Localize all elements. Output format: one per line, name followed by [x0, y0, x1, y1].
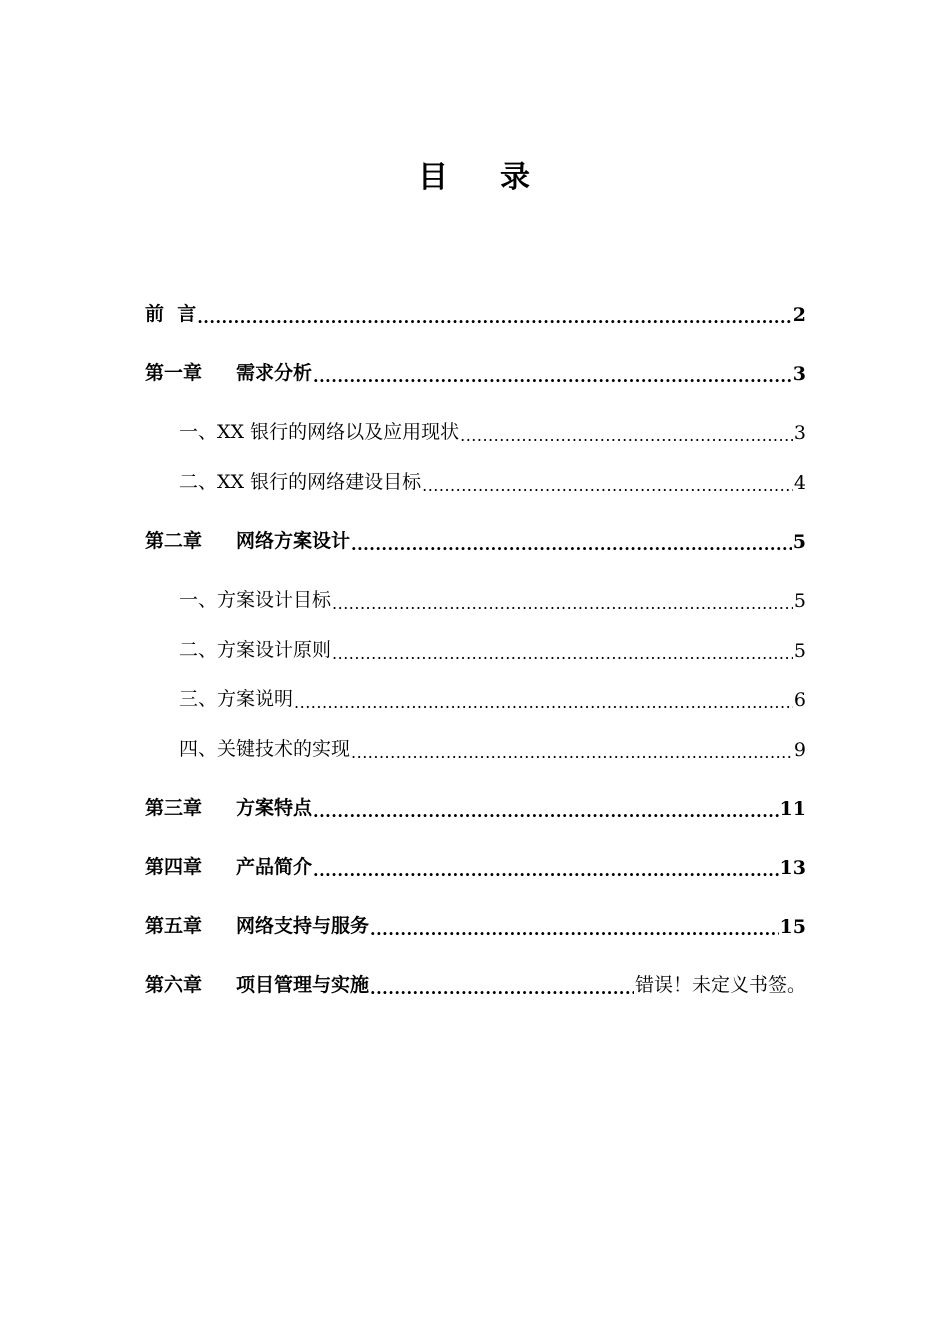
- toc-section-title: XX 银行的网络建设目标: [217, 471, 422, 493]
- toc-chapter-title: 产品简介: [236, 856, 313, 878]
- toc-page-number: 3: [793, 422, 806, 444]
- toc-list: [145, 0, 806, 1344]
- toc-section-title: 方案说明: [217, 688, 294, 710]
- toc-leader-dots: [351, 531, 792, 553]
- toc-section-number: 一、: [179, 421, 218, 443]
- toc-entry-label: 前 言: [145, 303, 197, 325]
- toc-chapter-number: 第五章: [145, 915, 203, 937]
- toc-entry-chapter-1[interactable]: [145, 355, 806, 385]
- toc-chapter-number: 第二章: [145, 530, 203, 552]
- toc-chapter-title: 网络支持与服务: [236, 915, 370, 937]
- toc-section-number: 一、: [179, 589, 218, 611]
- toc-page-number: 6: [793, 689, 806, 711]
- toc-entry-chapter-3[interactable]: [145, 790, 806, 820]
- toc-section-title: 关键技术的实现: [217, 738, 351, 760]
- toc-page-number: 11: [779, 798, 806, 820]
- toc-leader-dots: [370, 975, 634, 997]
- toc-leader-dots: [332, 590, 793, 612]
- toc-chapter-number: 第一章: [145, 362, 203, 384]
- toc-leader-dots: [460, 422, 793, 444]
- toc-leader-dots: [332, 640, 793, 662]
- toc-entry-chapter-6[interactable]: [145, 967, 806, 997]
- toc-chapter-number: 第三章: [145, 797, 203, 819]
- toc-page-number: 5: [793, 590, 806, 612]
- toc-section-title: 方案设计目标: [217, 589, 332, 611]
- toc-leader-dots: [294, 689, 793, 711]
- toc-entry-chapter-4[interactable]: [145, 849, 806, 879]
- toc-entry-chapter-2[interactable]: [145, 523, 806, 553]
- toc-entry-section-2-4[interactable]: [145, 731, 806, 761]
- toc-page-number: 2: [792, 304, 806, 326]
- toc-page-number: 5: [793, 640, 806, 662]
- toc-leader-dots: [351, 739, 793, 761]
- toc-chapter-title: 项目管理与实施: [236, 974, 370, 996]
- toc-leader-dots: [422, 472, 793, 494]
- toc-chapter-number: 第六章: [145, 974, 203, 996]
- toc-leader-dots: [313, 798, 779, 820]
- toc-entry-chapter-5[interactable]: [145, 908, 806, 938]
- toc-leader-dots: [370, 916, 779, 938]
- toc-page-number: 15: [779, 916, 806, 938]
- toc-leader-dots: [313, 363, 792, 385]
- toc-title-char-2: 录: [500, 160, 532, 195]
- toc-chapter-number: 第四章: [145, 856, 203, 878]
- toc-page-number: 13: [779, 857, 806, 879]
- toc-page-number: 9: [793, 739, 806, 761]
- toc-section-number: 三、: [179, 688, 218, 710]
- toc-entry-section-1-2[interactable]: [145, 464, 806, 494]
- toc-entry-section-2-3[interactable]: [145, 681, 806, 711]
- toc-chapter-title: 网络方案设计: [236, 530, 351, 552]
- toc-entry-section-1-1[interactable]: [145, 414, 806, 444]
- toc-section-title: 方案设计原则: [217, 639, 332, 661]
- toc-page-number: 3: [792, 363, 806, 385]
- toc-leader-dots: [313, 857, 779, 879]
- toc-leader-dots: [197, 304, 792, 326]
- toc-page-reference-error: 错误！未定义书签。: [634, 974, 806, 996]
- toc-chapter-title: 需求分析: [236, 362, 313, 384]
- toc-entry-preface[interactable]: [145, 296, 806, 326]
- toc-page-number: 4: [793, 472, 806, 494]
- toc-entry-section-2-2[interactable]: [145, 632, 806, 662]
- toc-entry-section-2-1[interactable]: [145, 582, 806, 612]
- toc-section-title: XX 银行的网络以及应用现状: [217, 421, 460, 443]
- toc-page-number: 5: [792, 531, 806, 553]
- toc-section-number: 四、: [179, 738, 218, 760]
- toc-section-number: 二、: [179, 471, 218, 493]
- toc-title-char-1: 目: [418, 160, 450, 195]
- toc-section-number: 二、: [179, 639, 218, 661]
- toc-chapter-title: 方案特点: [236, 797, 313, 819]
